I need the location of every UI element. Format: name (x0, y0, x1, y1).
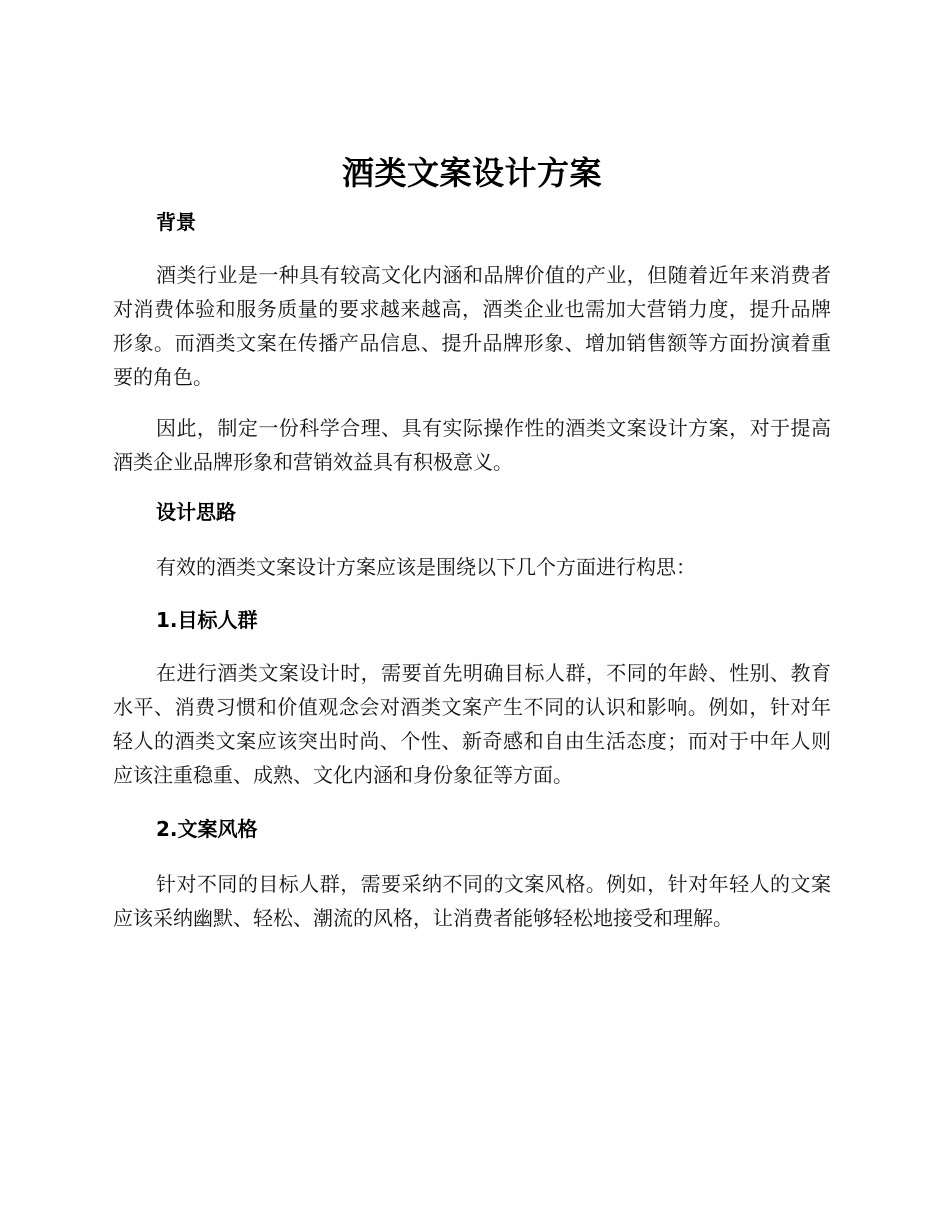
target-audience-paragraph: 在进行酒类文案设计时，需要首先明确目标人群，不同的年龄、性别、教育水平、消费习惯和价值观念会对酒类文案产生不同的认识和影响。例如，针对年轻人的酒类文案应该突出时尚、个性、新奇感和自由生活态度；而对于中年人则应该注重稳重、成熟、文化内涵和身份象征等方面。 (113, 661, 831, 787)
section-heading-background: 背景 (156, 210, 196, 234)
background-paragraph-2: 因此，制定一份科学合理、具有实际操作性的酒类文案设计方案，对于提高酒类企业品牌形象和营销效益具有积极意义。 (113, 416, 831, 474)
section-heading-target-audience: 1.目标人群 (156, 608, 258, 632)
design-idea-paragraph: 有效的酒类文案设计方案应该是围绕以下几个方面进行构思： (156, 555, 696, 579)
page-title: 酒类文案设计方案 (341, 154, 602, 192)
background-paragraph-1: 酒类行业是一种具有较高文化内涵和品牌价值的产业，但随着近年来消费者对消费体验和服务质量的要求越来越高，酒类企业也需加大营销力度，提升品牌形象。而酒类文案在传播产品信息、提升品牌形象、增加销售额等方面扮演着重要的角色。 (113, 263, 831, 389)
copy-style-paragraph: 针对不同的目标人群，需要采纳不同的文案风格。例如，针对年轻人的文案应该采纳幽默、轻松、潮流的风格，让消费者能够轻松地接受和理解。 (113, 872, 831, 930)
section-heading-copy-style: 2.文案风格 (156, 817, 258, 841)
document-content (113, 146, 831, 935)
section-heading-design-idea: 设计思路 (156, 500, 236, 524)
